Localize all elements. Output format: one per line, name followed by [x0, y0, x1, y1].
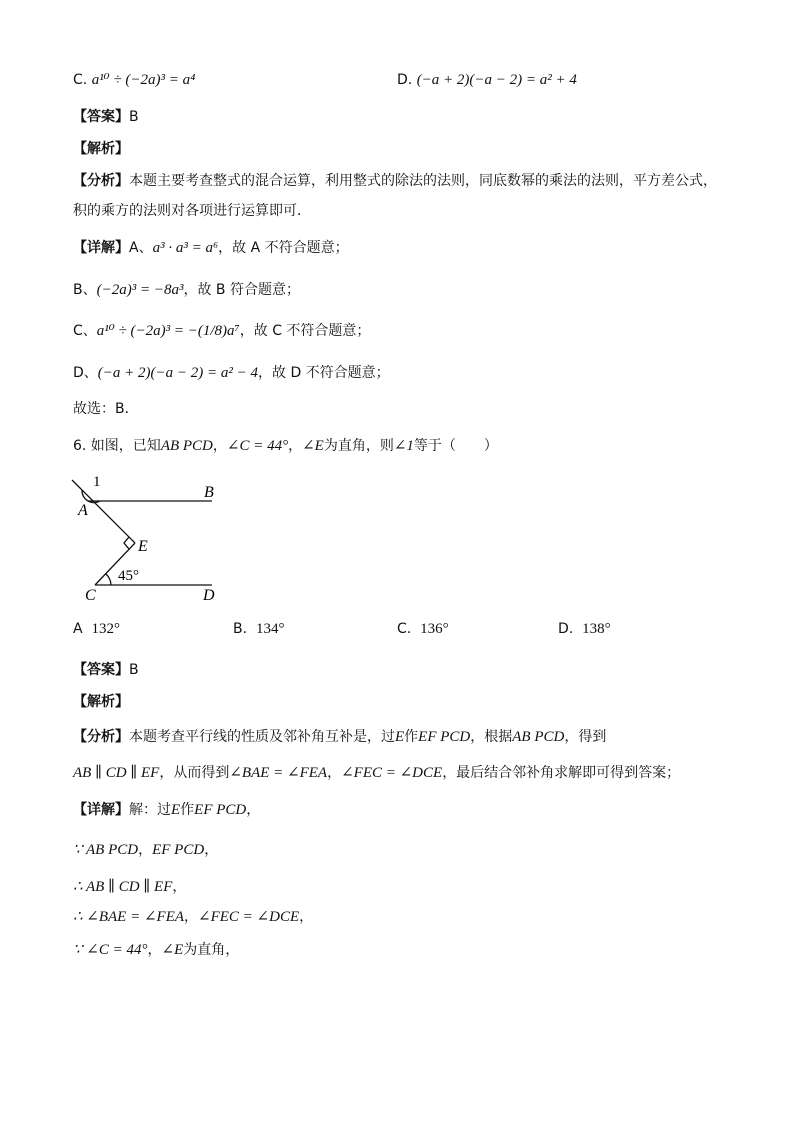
detail-1-c	[73, 321, 370, 341]
detail-2	[73, 800, 260, 820]
detail-b-text: ，故 B 符合题意；	[183, 282, 300, 298]
step-1	[73, 840, 218, 860]
detail2-math-1: E	[171, 802, 181, 818]
detail-1-a	[73, 238, 349, 258]
label-d: D	[203, 587, 215, 604]
fenxi-2-line-a	[73, 727, 606, 747]
fenxi-text: 本题主要考查整式的混合运算，利用整式的除法的法则，同底数幂的乘法的法则，平方差公式，	[129, 173, 717, 189]
fenxi2-l2-math-2: ∠BAE = ∠FEA	[229, 765, 328, 781]
option-c-math: a¹⁰ ÷ (−2a)³ = a⁴	[91, 72, 196, 88]
detail-a-math: a³ · a³ = a⁶	[152, 240, 219, 256]
analysis-2-tag: 【解析】	[73, 694, 129, 710]
analysis-1-tag: 【解析】	[73, 141, 129, 157]
step-2	[73, 877, 186, 897]
label-c: C	[85, 587, 96, 604]
q6-text-a: 6. 如图，已知	[73, 438, 161, 454]
step3-math-1: ∴ ∠BAE = ∠FEA	[73, 909, 185, 925]
q6-math-2: ∠C = 44°	[226, 438, 289, 454]
step3-text-a: ，	[184, 909, 199, 925]
step-4	[73, 940, 239, 960]
q6-math-3: ∠E	[302, 438, 324, 454]
option-a	[73, 619, 120, 639]
step3-math-2: ∠FEC = ∠DCE	[198, 909, 300, 925]
label-1: 1	[93, 474, 101, 490]
detail-c-prefix: C、	[73, 323, 97, 339]
answer-value: B	[129, 109, 139, 125]
q6-text-d: 为直角，则	[323, 438, 394, 454]
detail2-text-c: ，	[246, 802, 261, 818]
fenxi-tag: 【分析】	[73, 729, 129, 745]
detail-1-d	[73, 363, 390, 383]
q6-text-b: ，	[212, 438, 227, 454]
fenxi-2-line-b	[73, 763, 680, 783]
step4-math-1: ∵ ∠C = 44°	[73, 942, 148, 958]
angle-c-arc	[106, 574, 111, 585]
option-a-value: 132°	[91, 621, 120, 637]
option-d-label: D.	[558, 621, 574, 637]
detail-c-math: a¹⁰ ÷ (−2a)³ = −(1/8)a⁷	[96, 323, 240, 339]
step4-text-b: 为直角，	[183, 942, 240, 958]
option-b-value: 134°	[255, 621, 285, 637]
fenxi2-text-a: 本题考查平行线的性质及邻补角互补是，过	[129, 729, 395, 745]
fenxi2-l2-math-1: AB ∥ CD ∥ EF	[73, 765, 160, 781]
fenxi2-text-c: ，根据	[470, 729, 513, 745]
answer-1	[73, 107, 139, 127]
fenxi2-math-1: E	[395, 729, 405, 745]
detail-1-b	[73, 280, 300, 300]
answer-tag: 【答案】	[73, 662, 129, 678]
detail-tag: 【详解】	[73, 802, 129, 818]
question-6	[73, 436, 498, 456]
option-b	[233, 619, 284, 639]
q6-math-1: AB PCD	[160, 438, 213, 454]
step3-text-b: ，	[299, 909, 314, 925]
detail2-text-a: 解：过	[129, 802, 171, 818]
detail-d-text: ，故 D 不符合题意；	[258, 365, 390, 381]
detail-a-prefix: A、	[129, 240, 153, 256]
step1-math-2: EF PCD	[152, 842, 205, 858]
detail-b-math: (−2a)³ = −8a³	[96, 282, 184, 298]
fenxi2-l2-math-3: ∠FEC = ∠DCE	[341, 765, 443, 781]
label-angle-45: 45°	[118, 568, 139, 584]
detail2-math-2: EF PCD	[194, 802, 247, 818]
geometry-figure	[60, 468, 230, 608]
answer-tag: 【答案】	[73, 109, 129, 125]
label-e: E	[138, 538, 148, 555]
fenxi2-l2-text-a: ，从而得到	[159, 765, 230, 781]
q6-text-c: ，	[288, 438, 303, 454]
step2-text: ，	[172, 879, 187, 895]
option-c-value: 136°	[420, 621, 449, 637]
label-b: B	[204, 484, 214, 501]
option-a-label: A	[73, 621, 83, 637]
option-c-label: C.	[73, 72, 88, 88]
option-c	[397, 619, 449, 639]
answer-2	[73, 660, 139, 680]
right-angle-mark	[124, 537, 129, 549]
step2-math: ∴ AB ∥ CD ∥ EF	[73, 879, 173, 895]
option-d-line	[397, 70, 577, 90]
step4-text-a: ，	[147, 942, 162, 958]
detail-d-math: (−a + 2)(−a − 2) = a² − 4	[97, 365, 258, 381]
step1-math-1: ∵ AB PCD	[73, 842, 139, 858]
option-c-label: C.	[397, 621, 412, 637]
step-3	[73, 907, 313, 927]
detail2-text-b: 作	[180, 802, 195, 818]
option-d	[558, 619, 611, 639]
step1-text-b: ，	[204, 842, 219, 858]
option-d-label: D.	[397, 72, 413, 88]
fenxi2-math-2: EF PCD	[418, 729, 471, 745]
fenxi2-text-d: ，得到	[564, 729, 607, 745]
detail-tag: 【详解】	[73, 240, 129, 256]
fenxi2-math-3: AB PCD	[512, 729, 565, 745]
q6-text-e: 等于（ ）	[413, 438, 498, 454]
label-a: A	[78, 502, 88, 519]
option-d-value: 138°	[582, 621, 611, 637]
detail-d-prefix: D、	[73, 365, 98, 381]
option-d-math: (−a + 2)(−a − 2) = a² + 4	[416, 72, 577, 88]
fenxi-1-line-a	[73, 171, 717, 191]
detail-c-text: ，故 C 不符合题意；	[239, 323, 371, 339]
fenxi-tag: 【分析】	[73, 173, 129, 189]
option-b-label: B.	[233, 621, 248, 637]
fenxi2-text-b: 作	[404, 729, 419, 745]
fenxi2-l2-text-c: ，最后结合邻补角求解即可得到答案；	[442, 765, 681, 781]
choose-1: 故选：B．	[73, 401, 139, 417]
step4-math-2: ∠E	[161, 942, 184, 958]
fenxi-1-line-b: 积的乘方的法则对各项进行运算即可．	[73, 203, 311, 219]
q6-math-4: ∠1	[393, 438, 414, 454]
step1-text-a: ，	[138, 842, 153, 858]
detail-b-prefix: B、	[73, 282, 97, 298]
detail-a-text: ，故 A 不符合题意；	[218, 240, 349, 256]
fenxi2-l2-text-b: ，	[327, 765, 342, 781]
answer-value: B	[129, 662, 139, 678]
option-c-line	[73, 70, 195, 90]
